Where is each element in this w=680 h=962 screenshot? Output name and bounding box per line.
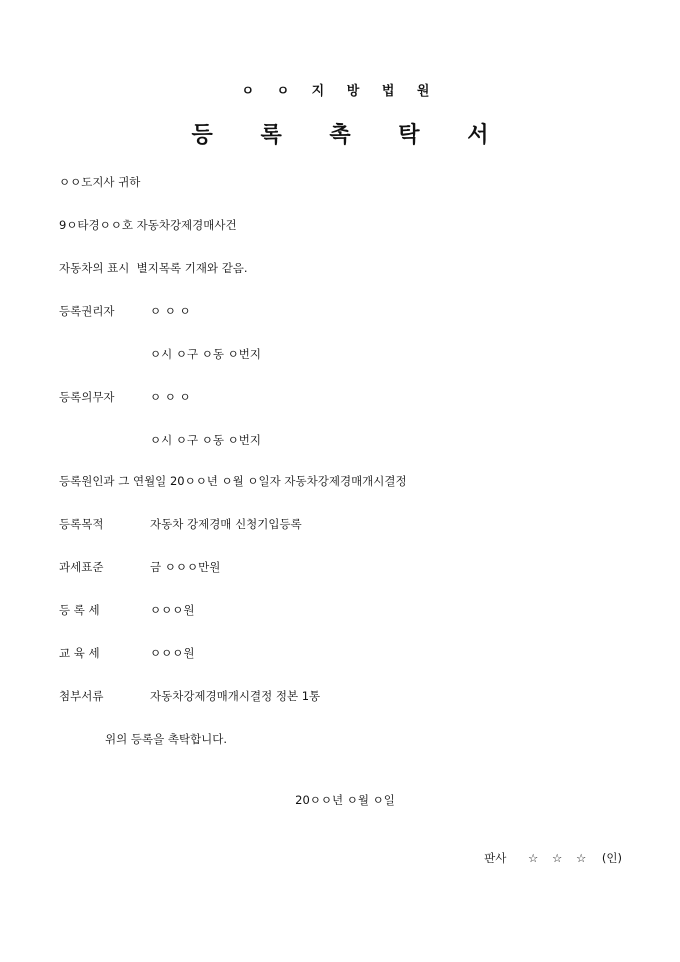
education-tax-value: ㅇㅇㅇ원: [150, 646, 195, 660]
star-icon: ☆: [575, 851, 587, 865]
document-title: 등 록 촉 탁 서: [191, 122, 509, 148]
court-name: ㅇ ㅇ 지 방 법 원: [241, 84, 439, 99]
obligor-name: ㅇ ㅇ ㅇ: [150, 390, 191, 404]
attachments-value: 자동차강제경매개시결정 정본 1통: [150, 689, 321, 703]
vehicle-row: [59, 260, 248, 276]
star-icon: ☆: [528, 851, 539, 865]
tax-base-row: [59, 559, 220, 575]
obligor-row: [59, 389, 191, 405]
education-tax-row: [59, 645, 194, 661]
registration-tax-row: [59, 602, 194, 618]
purpose-row: [59, 516, 302, 532]
attachments-row: [59, 688, 320, 704]
education-tax-label: 교 육 세: [59, 646, 100, 660]
right-holder-row: [59, 303, 191, 319]
right-holder-label: 등록권리자: [59, 304, 115, 318]
purpose-value: 자동차 강제경매 신청기입등록: [150, 517, 302, 531]
seal-mark: (인): [601, 851, 622, 865]
obligor-label: 등록의무자: [59, 390, 115, 404]
judge-title: 판사: [484, 851, 507, 865]
registration-tax-label: 등 록 세: [59, 603, 100, 617]
case-number: 9ㅇ타경ㅇㅇ호 자동차강제경매사건: [59, 218, 237, 232]
vehicle-value: 별지목록 기재와 같음.: [136, 261, 248, 275]
obligor-address: ㅇ시 ㅇ구 ㅇ동 ㅇ번지: [150, 433, 261, 447]
addressee: ㅇㅇ도지사 귀하: [59, 175, 141, 189]
request-text: 위의 등록을 촉탁합니다.: [105, 732, 228, 746]
registration-tax-value: ㅇㅇㅇ원: [150, 603, 195, 617]
star-icon: ☆: [551, 851, 563, 865]
attachments-label: 첨부서류: [59, 689, 104, 703]
purpose-label: 등록목적: [59, 517, 104, 531]
tax-base-label: 과세표준: [59, 560, 104, 574]
judge-signature: [484, 850, 622, 866]
tax-base-value: 금 ㅇㅇㅇ만원: [150, 560, 221, 574]
right-holder-name: ㅇ ㅇ ㅇ: [150, 304, 191, 318]
registration-cause: 등록원인과 그 연월일 20ㅇㅇ년 ㅇ월 ㅇ일자 자동차강제경매개시결정: [59, 474, 407, 488]
vehicle-label: 자동차의 표시: [59, 261, 130, 275]
right-holder-address: ㅇ시 ㅇ구 ㅇ동 ㅇ번지: [150, 347, 261, 361]
document-date: 20ㅇㅇ년 ㅇ월 ㅇ일: [295, 793, 395, 807]
